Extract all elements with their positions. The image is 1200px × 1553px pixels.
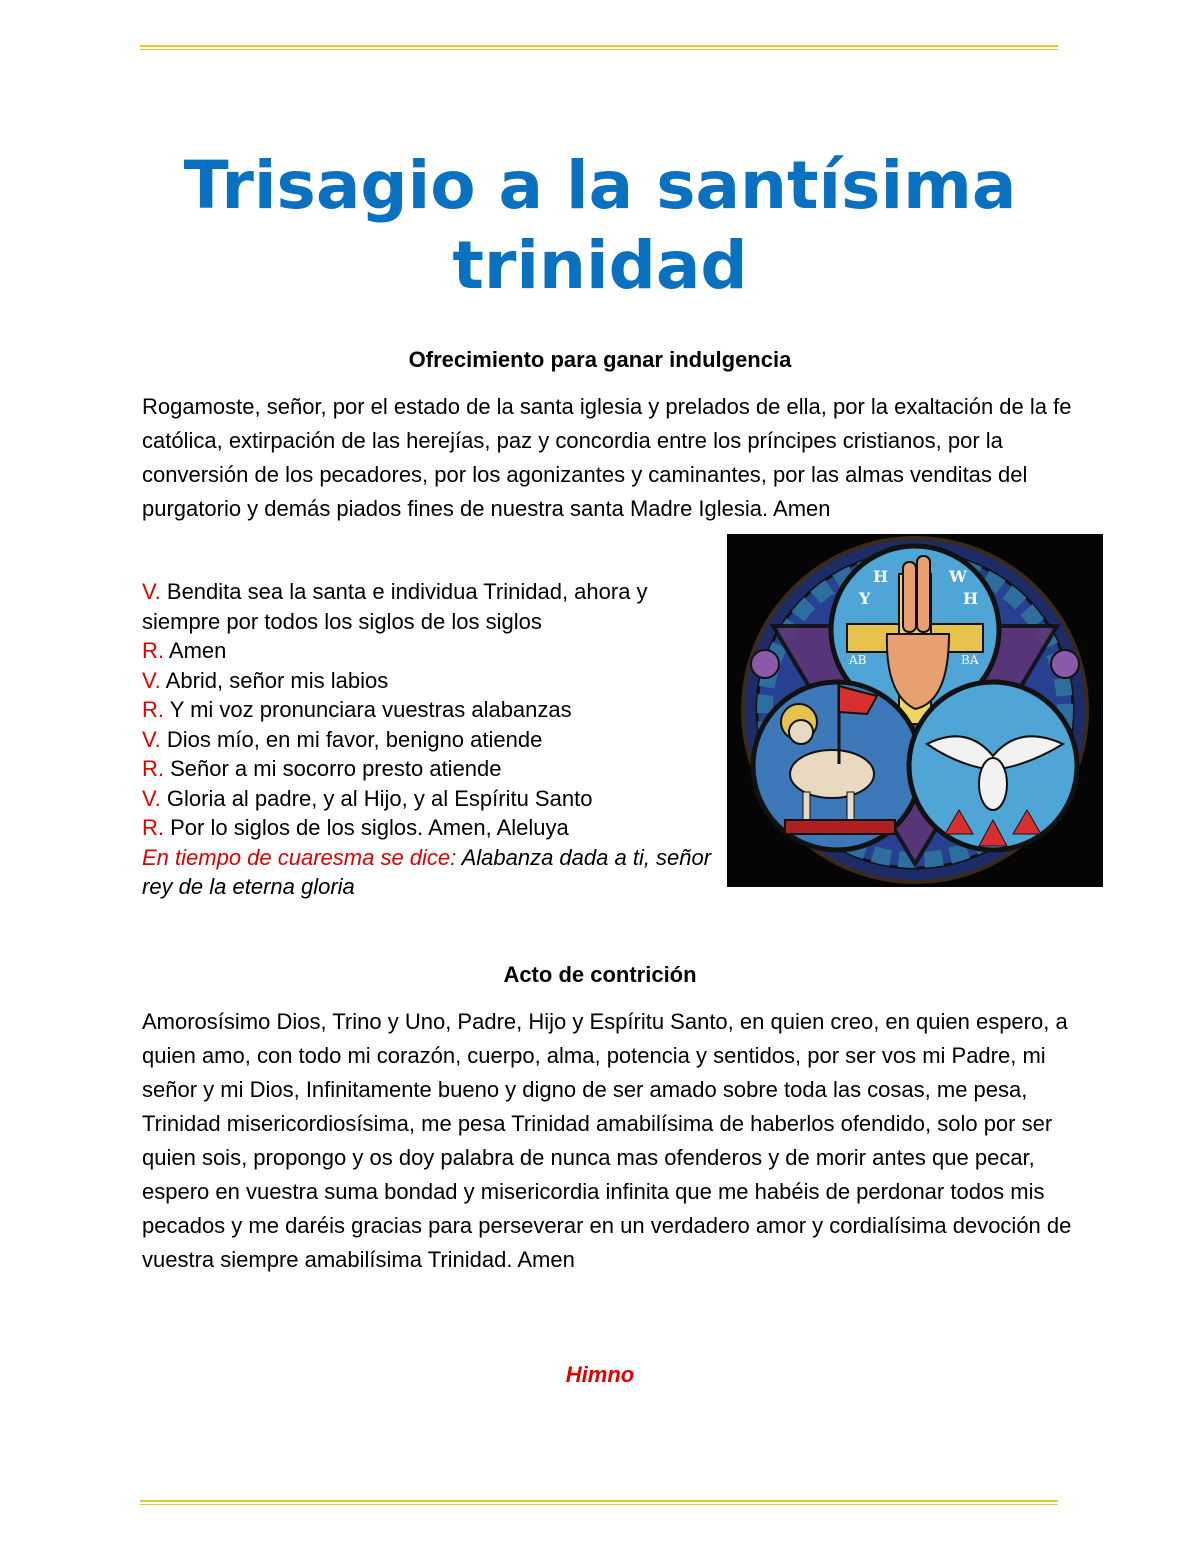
response-line	[142, 813, 722, 843]
offering-paragraph: Rogamoste, señor, por el estado de la santa iglesia y prelados de ella, por la exaltación de la fe católica, extirpación de las herejías, paz y concordia entre los príncipes cristianos, por la conversión de los pecadores, por los agonizantes y caminantes, por las almas venditas del purgatorio y demás piados fines de nuestra santa Madre Iglesia. Amen	[142, 394, 1072, 521]
versicle-text: Abrid, señor mis labios	[160, 667, 389, 693]
versicle-mark: V.	[142, 667, 161, 693]
versicle-mark: V.	[142, 785, 161, 811]
versicle-line	[142, 784, 722, 814]
versicle-text: Dios mío, en mi favor, benigno atiende	[160, 726, 543, 752]
section-heading-offering: Ofrecimiento para ganar indulgencia	[408, 347, 792, 372]
response-mark: R.	[142, 638, 164, 663]
glass-letter: AB	[849, 653, 867, 667]
response-line	[142, 754, 722, 784]
versicle-mark: V.	[142, 579, 161, 604]
glass-letter: H	[963, 589, 979, 608]
response-mark: R.	[142, 815, 164, 840]
versicle-text: Gloria al padre, y al Hijo, y al Espíritu Santo	[160, 785, 593, 811]
response-line	[142, 695, 722, 725]
bottom-rule	[140, 1500, 1058, 1505]
stained-glass-trinity-image	[727, 534, 1103, 887]
versicle-line	[142, 666, 722, 696]
response-text: Por lo siglos de los siglos. Amen, Aleluya	[164, 815, 569, 840]
versicle-line	[142, 725, 722, 755]
response-text: Amen	[164, 638, 227, 663]
lent-note	[142, 843, 722, 902]
versicle-line	[142, 577, 722, 636]
versicles-block	[142, 577, 722, 902]
document-title: Trisagio a la santísima trinidad	[183, 147, 1017, 304]
lent-note-label: En tiempo de cuaresma se dice:	[142, 844, 457, 870]
response-line	[142, 636, 722, 666]
stained-glass-illustration	[727, 534, 1103, 887]
lent-note-text: Alabanza dada a ti, señor rey de la eterna gloria	[142, 844, 712, 899]
section-heading-contrition: Acto de contrición	[503, 962, 697, 987]
response-text: Y mi voz pronunciara vuestras alabanzas	[164, 697, 572, 722]
top-rule	[140, 45, 1058, 50]
versicle-mark: V.	[142, 726, 161, 752]
contrition-paragraph: Amorosísimo Dios, Trino y Uno, Padre, Hijo y Espíritu Santo, en quien creo, en quien espero, a quien amo, con todo mi corazón, cuerpo, alma, potencia y sentidos, por ser vos mi Padre, mi señor y mi Dios, Infinitamente bueno y digno de ser amado sobre toda las cosas, me pesa, Trinidad misericordiosísima, me pesa Trinidad amabilísima de haberlos ofendido, solo por ser quien sois, propongo y os doy palabra de nunca mas ofenderos y de morir antes que pecar, espero en vuestra suma bondad y misericordia infinita que me habéis de perdonar todos mis pecados y me daréis gracias para perseverar en un verdadero amor y cordialísima devoción de vuestra siempre amabilísima Trinidad. Amen	[142, 1009, 1072, 1272]
hymn-label: Himno	[565, 1362, 635, 1387]
response-mark: R.	[142, 697, 164, 722]
glass-letter: Y	[859, 589, 871, 608]
response-mark: R.	[142, 756, 164, 781]
response-text: Señor a mi socorro presto atiende	[164, 756, 502, 781]
glass-letter: H	[873, 567, 889, 586]
glass-letter: BA	[961, 653, 979, 667]
versicle-text: Bendita sea la santa e individua Trinidad, ahora y siempre por todos los siglos de los siglos	[142, 579, 648, 634]
glass-letter: W	[949, 567, 967, 586]
